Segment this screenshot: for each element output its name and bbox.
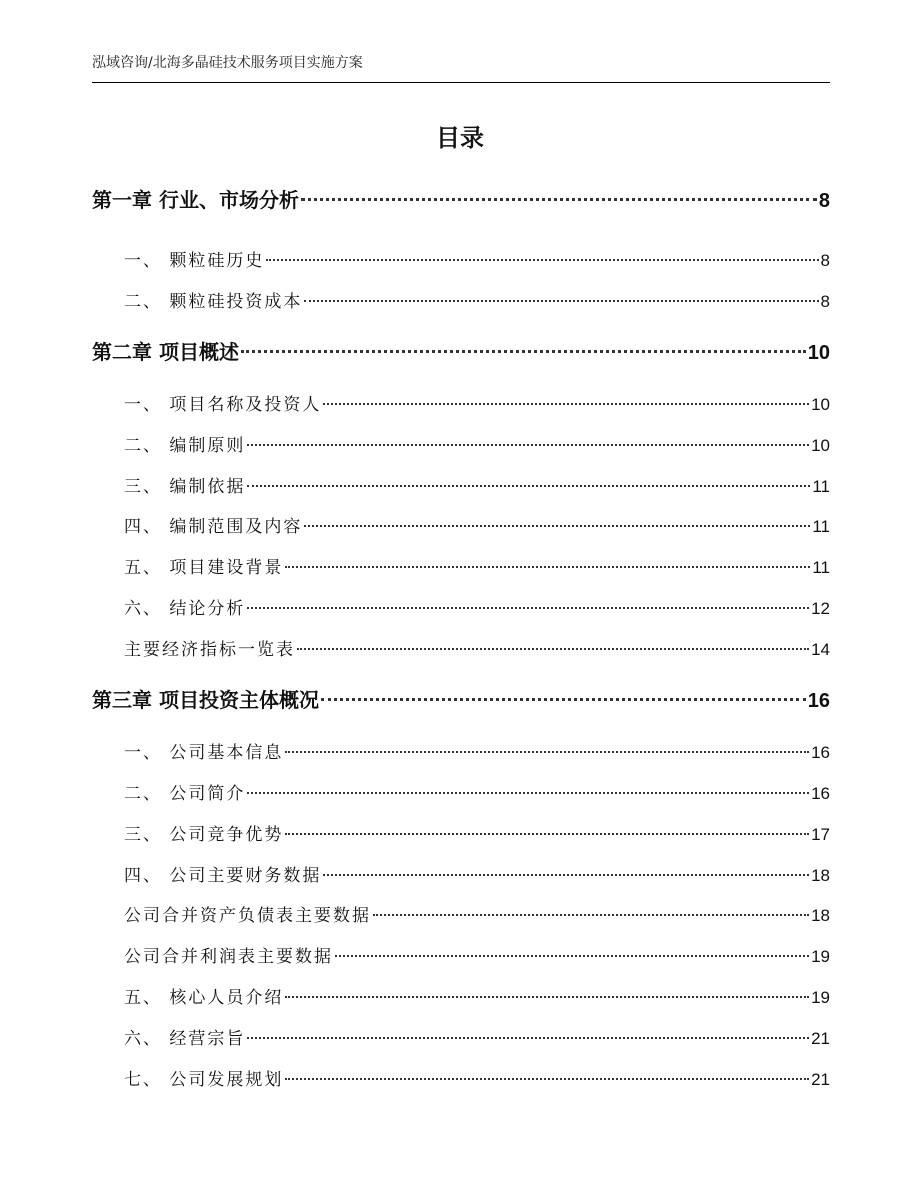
- dot-leader: [247, 485, 810, 487]
- toc-entry-section[interactable]: [92, 553, 830, 578]
- toc-entry-label: 主要经济指标一览表: [124, 640, 295, 660]
- toc-entry-section[interactable]: [92, 779, 830, 804]
- toc-entry-label: 公司合并资产负债表主要数据: [124, 906, 371, 926]
- toc-entry-label: 公司合并利润表主要数据: [124, 947, 333, 967]
- toc-entry-page: 18: [811, 866, 830, 885]
- dot-leader: [304, 300, 818, 302]
- toc-entry-page: 10: [807, 342, 830, 364]
- dot-leader: [285, 566, 810, 568]
- toc-entry-page: 8: [818, 190, 830, 212]
- toc-entry-label: 第二章 项目概述: [92, 340, 239, 364]
- dot-leader: [247, 607, 809, 609]
- dot-leader: [241, 350, 806, 353]
- toc-entry-label: 三、 编制依据: [124, 477, 246, 497]
- toc-entry-page: 19: [811, 988, 830, 1007]
- dot-leader: [285, 996, 809, 998]
- toc-entry-page: 8: [820, 251, 830, 270]
- toc-entry-section[interactable]: [92, 1024, 830, 1049]
- dot-leader: [373, 914, 809, 916]
- toc-entry-section[interactable]: [92, 738, 830, 763]
- toc-entry-section[interactable]: [92, 983, 830, 1008]
- toc-entry-page: 12: [811, 599, 830, 618]
- toc-entry-section[interactable]: [92, 512, 830, 537]
- dot-leader: [297, 648, 809, 650]
- dot-leader: [323, 403, 809, 405]
- toc-entry-section[interactable]: [92, 901, 830, 926]
- toc-entry-page: 16: [807, 690, 830, 712]
- toc-entry-page: 16: [811, 784, 830, 803]
- toc-entry-section[interactable]: [92, 431, 830, 456]
- toc-entry-label: 五、 项目建设背景: [124, 558, 284, 578]
- toc-entry-label: 一、 项目名称及投资人: [124, 395, 322, 415]
- toc-entry-section[interactable]: [92, 594, 830, 619]
- dot-leader: [285, 751, 809, 753]
- toc-entry-page: 8: [820, 292, 830, 311]
- toc-entry-page: 10: [811, 395, 830, 414]
- toc-entry-label: 二、 公司简介: [124, 784, 246, 804]
- running-header: 泓域咨询/北海多晶硅技术服务项目实施方案: [92, 55, 363, 71]
- toc-entry-page: 10: [811, 436, 830, 455]
- toc-entry-section[interactable]: [92, 287, 830, 312]
- toc-entry-section[interactable]: [92, 942, 830, 967]
- toc-entry-label: 六、 结论分析: [124, 599, 246, 619]
- toc-entry-page: 17: [811, 825, 830, 844]
- dot-leader: [247, 792, 809, 794]
- dot-leader: [285, 1078, 809, 1080]
- toc-entry-label: 六、 经营宗旨: [124, 1029, 246, 1049]
- toc-entry-label: 三、 公司竞争优势: [124, 825, 284, 845]
- toc-entry-label: 二、 颗粒硅投资成本: [124, 292, 303, 312]
- toc-entry-page: 19: [811, 947, 830, 966]
- header-rule: [92, 82, 830, 83]
- toc-title: 目录: [436, 124, 484, 152]
- toc-entry-section[interactable]: [92, 635, 830, 660]
- toc-entry-label: 一、 公司基本信息: [124, 743, 284, 763]
- toc-entry-chapter[interactable]: [92, 684, 830, 713]
- toc-entry-page: 11: [812, 558, 830, 577]
- toc-entry-section[interactable]: [92, 1065, 830, 1090]
- toc-entry-page: 18: [811, 906, 830, 925]
- toc-entry-section[interactable]: [92, 861, 830, 886]
- toc-entry-page: 11: [812, 477, 830, 496]
- dot-leader: [304, 525, 810, 527]
- toc-entry-chapter[interactable]: [92, 184, 830, 213]
- dot-leader: [247, 1037, 809, 1039]
- dot-leader: [301, 198, 817, 201]
- toc-entry-label: 第一章 行业、市场分析: [92, 188, 299, 212]
- toc-entry-section[interactable]: [92, 390, 830, 415]
- toc-entry-label: 一、 颗粒硅历史: [124, 251, 265, 271]
- toc-entry-chapter[interactable]: [92, 336, 830, 365]
- toc-entry-page: 21: [811, 1029, 830, 1048]
- toc-entry-page: 21: [811, 1070, 830, 1089]
- toc-entry-section[interactable]: [92, 820, 830, 845]
- toc-entry-label: 四、 公司主要财务数据: [124, 866, 322, 886]
- toc-entry-label: 七、 公司发展规划: [124, 1070, 284, 1090]
- toc-entry-page: 11: [812, 517, 830, 536]
- toc-entry-label: 二、 编制原则: [124, 436, 246, 456]
- dot-leader: [323, 874, 809, 876]
- toc-entry-label: 五、 核心人员介绍: [124, 988, 284, 1008]
- toc-entry-label: 第三章 项目投资主体概况: [92, 688, 319, 712]
- dot-leader: [266, 259, 818, 261]
- toc-entry-section[interactable]: [92, 472, 830, 497]
- toc-entry-label: 四、 编制范围及内容: [124, 517, 303, 537]
- toc-entry-page: 16: [811, 743, 830, 762]
- toc-entry-section[interactable]: [92, 246, 830, 271]
- dot-leader: [285, 833, 809, 835]
- dot-leader: [321, 698, 806, 701]
- toc-entry-page: 14: [811, 640, 830, 659]
- dot-leader: [247, 444, 809, 446]
- dot-leader: [335, 955, 809, 957]
